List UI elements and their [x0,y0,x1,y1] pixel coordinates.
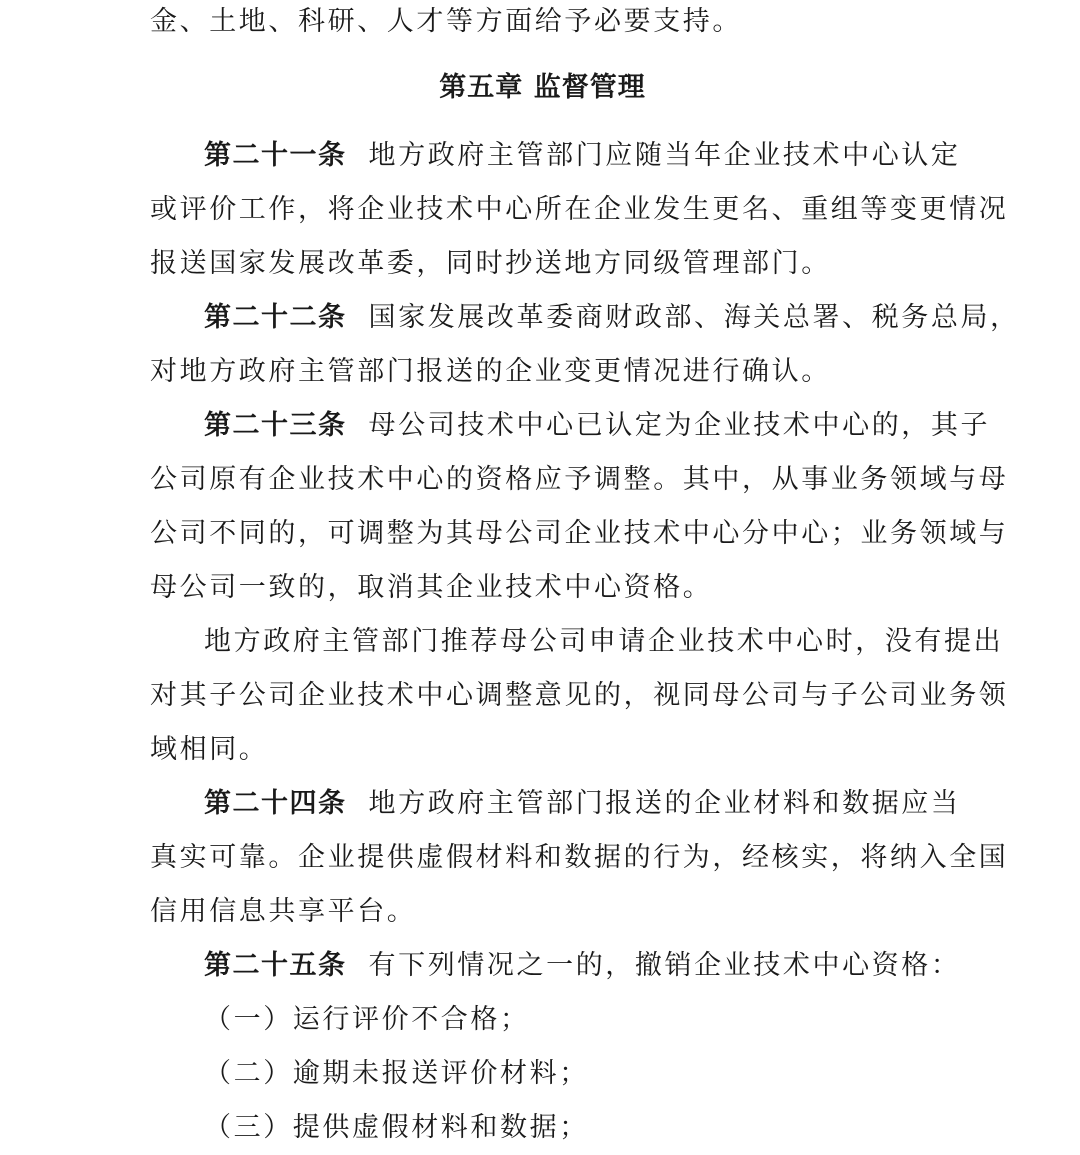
article-25-item-3: （三）提供虚假材料和数据； [204,1112,589,1143]
article-24-text-1: 地方政府主管部门报送的企业材料和数据应当 [368,788,961,819]
article-23-label: 第二十三条 [204,410,347,441]
article-21-label: 第二十一条 [204,140,347,171]
article-23-line-3: 公司不同的，可调整为其母公司企业技术中心分中心；业务领域与 [150,518,1009,549]
article-25-item-2: （二）逾期未报送评价材料； [204,1058,589,1089]
article-22-text-1: 国家发展改革委商财政部、海关总署、税务总局， [368,302,1020,333]
article-21-line-3: 报送国家发展改革委，同时抄送地方同级管理部门。 [150,248,831,279]
article-25-label: 第二十五条 [204,950,347,981]
article-23-line-4: 母公司一致的，取消其企业技术中心资格。 [150,572,713,603]
article-25-item-1: （一）运行评价不合格； [204,1004,530,1035]
article-24-line-2: 真实可靠。企业提供虚假材料和数据的行为，经核实，将纳入全国 [150,842,1009,873]
article-21-line-2: 或评价工作，将企业技术中心所在企业发生更名、重组等变更情况 [150,194,1009,225]
article-23-line-1 [150,399,991,453]
article-23-extra-line-1: 地方政府主管部门推荐母公司申请企业技术中心时，没有提出 [204,626,1004,657]
article-23-extra-line-2: 对其子公司企业技术中心调整意见的，视同母公司与子公司业务领 [150,680,1009,711]
article-21-text-1: 地方政府主管部门应随当年企业技术中心认定 [368,140,961,171]
carryover-line: 金、土地、科研、人才等方面给予必要支持。 [150,6,742,37]
chapter-title: 第五章 监督管理 [439,72,646,103]
article-22-label: 第二十二条 [204,302,347,333]
article-24-line-3: 信用信息共享平台。 [150,896,417,927]
article-23-extra-line-3: 域相同。 [150,734,269,765]
article-24-label: 第二十四条 [204,788,347,819]
article-25-text-1: 有下列情况之一的，撤销企业技术中心资格： [368,950,961,981]
article-21-line-1 [150,129,961,183]
article-25-line-1 [150,939,961,993]
article-22-line-2: 对地方政府主管部门报送的企业变更情况进行确认。 [150,356,831,387]
article-22-line-1 [150,291,1020,345]
article-23-text-1: 母公司技术中心已认定为企业技术中心的，其子 [368,410,991,441]
article-23-line-2: 公司原有企业技术中心的资格应予调整。其中，从事业务领域与母 [150,464,1009,495]
document-page [150,0,1020,1155]
article-24-line-1 [150,777,961,831]
